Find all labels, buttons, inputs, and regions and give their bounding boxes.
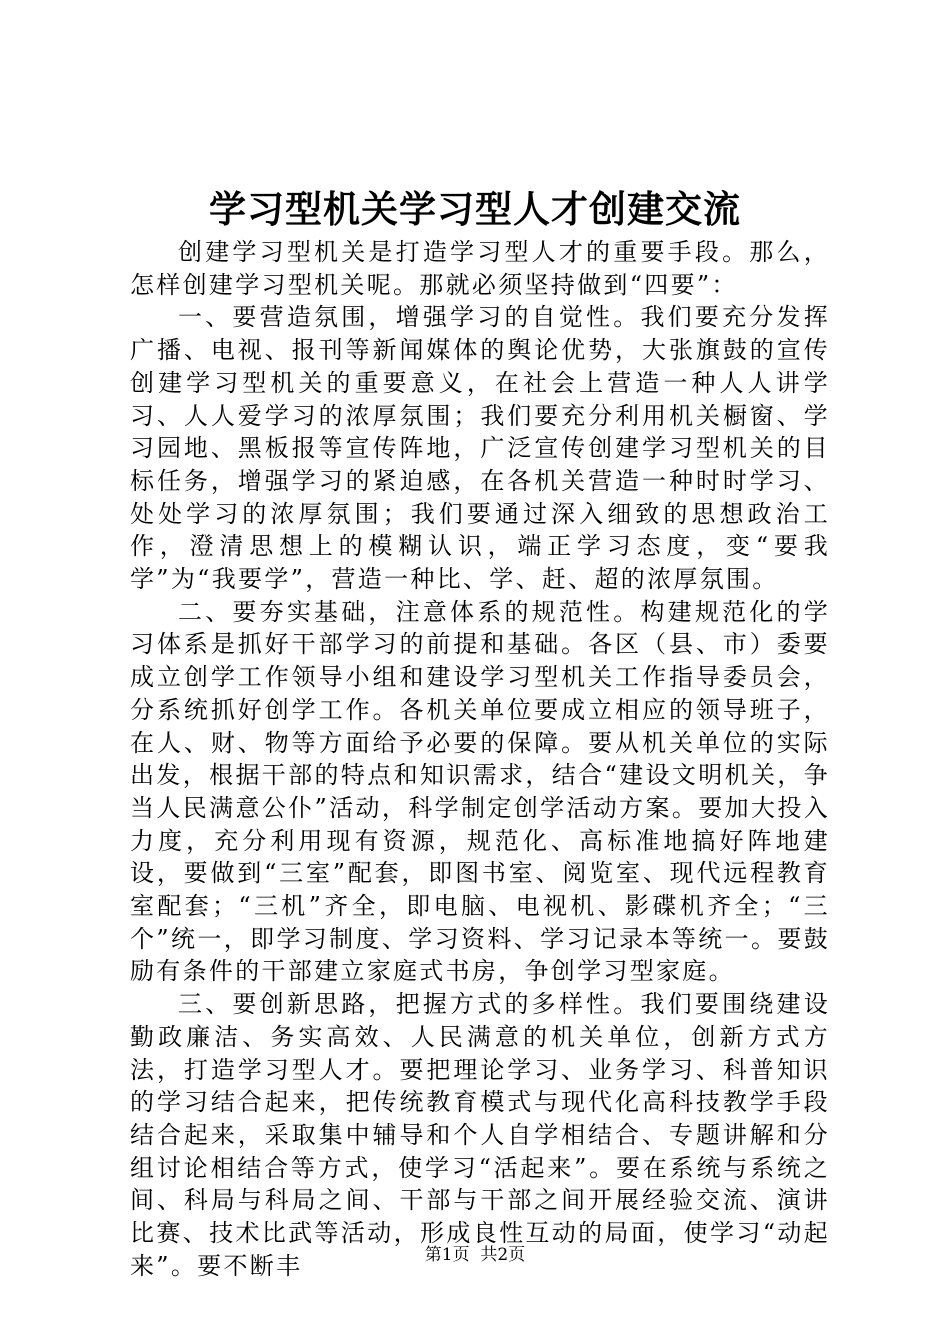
paragraph-section-1: 一、要营造氛围，增强学习的自觉性。我们要充分发挥广播、电视、报刊等新闻媒体的舆论优势，大张旗鼓的宣传创建学习型机关的重要意义，在社会上营造一种人人讲学习、人人爱学习的浓厚氛围；我们要充分利用机关橱窗、学习园地、黑板报等宣传阵地，广泛宣传创建学习型机关的目标任务，增强学习的紧迫感，在各机关营造一种时时学习、处处学习的浓厚氛围；我们要通过深入细致的思想政治工作，澄清思想上的模糊认识，端正学习态度，变“要我学”为“我要学”，营造一种比、学、赶、超的浓厚氛围。 <box>130 303 830 594</box>
document-title: 学习型机关学习型人才创建交流 <box>209 187 741 231</box>
paragraph-intro: 创建学习型机关是打造学习型人才的重要手段。那么，怎样创建学习型机关呢。那就必须坚持做到“四要”： <box>130 238 830 299</box>
page-number-label: 第1页 共2页 <box>424 1245 526 1265</box>
paragraph-section-3: 三、要创新思路，把握方式的多样性。我们要围绕建设勤政廉洁、务实高效、人民满意的机关单位，创新方式方法，打造学习型人才。要把理论学习、业务学习、科普知识的学习结合起来，把传统教育模式与现代化高科技教学手段结合起来，采取集中辅导和个人自学相结合、专题讲解和分组讨论相结合等方式，使学习“活起来”。要在系统与系统之间、科局与科局之间、干部与干部之间开展经验交流、演讲比赛、技术比武等活动，形成良性互动的局面，使学习“动起来”。要不断丰 <box>130 990 830 1280</box>
page-footer <box>0 1243 950 1267</box>
document-body <box>130 236 830 1283</box>
paragraph-section-2: 二、要夯实基础，注意体系的规范性。构建规范化的学习体系是抓好干部学习的前提和基础。各区（县、市）委要成立创学工作领导小组和建设学习型机关工作指导委员会，分系统抓好创学工作。各机关单位要成立相应的领导班子，在人、财、物等方面给予必要的保障。要从机关单位的实际出发，根据干部的特点和知识需求，结合“建设文明机关，争当人民满意公仆”活动，科学制定创学活动方案。要加大投入力度，充分利用现有资源，规范化、高标准地搞好阵地建设，要做到“三室”配套，即图书室、阅览室、现代远程教育室配套；“三机”齐全，即电脑、电视机、影碟机齐全；“三个”统一，即学习制度、学习资料、学习记录本等统一。要鼓励有条件的干部建立家庭式书房，争创学习型家庭。 <box>130 597 830 986</box>
